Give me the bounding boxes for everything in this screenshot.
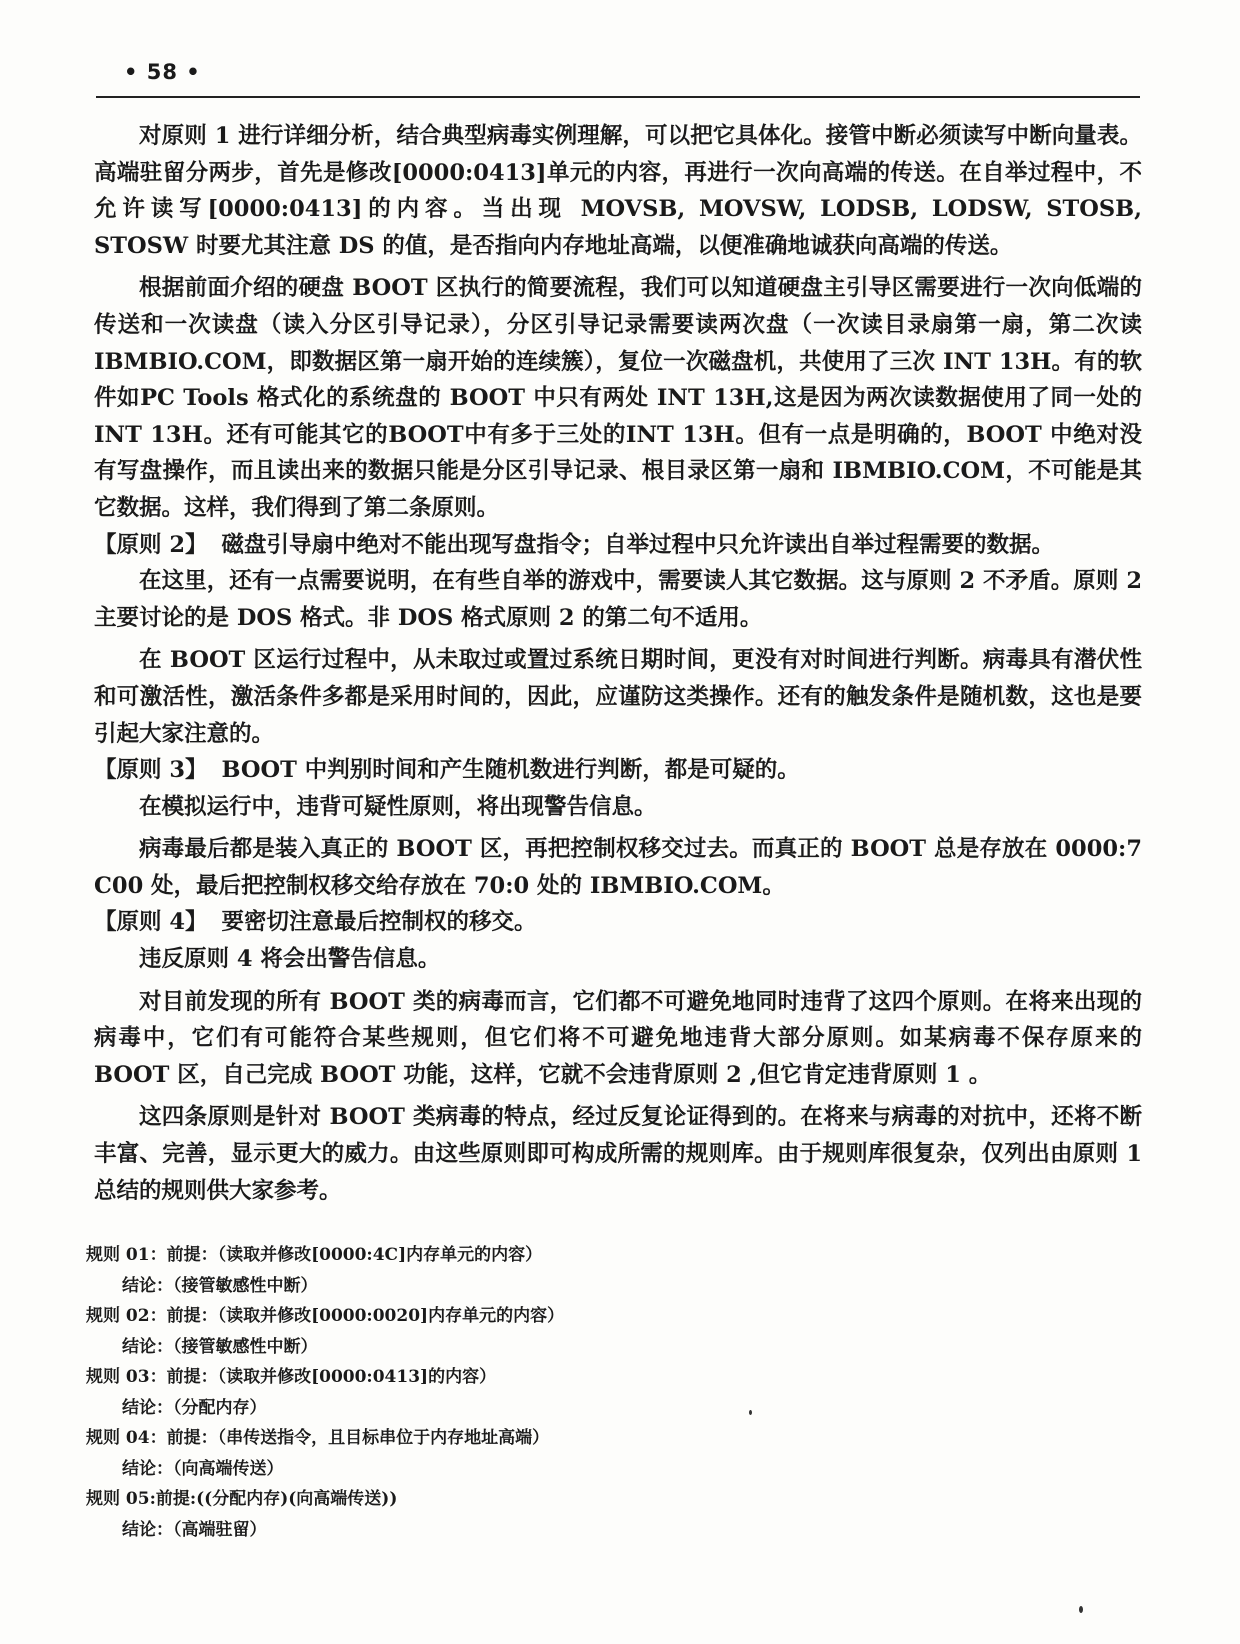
paragraph-3: 在这里，还有一点需要说明，在有些自举的游戏中，需要读人其它数据。这与原则 2 不矛盾。原则 2 主要讨论的是 DOS 格式。非 DOS 格式原则 2 的第二句不适用。 <box>94 568 1142 631</box>
rule-03-conclusion: 结论：（分配内存） <box>122 1397 267 1418</box>
scan-speck <box>749 1410 752 1415</box>
page-header <box>96 58 1140 102</box>
principle-4 <box>94 904 1142 941</box>
paragraph-8: 对目前发现的所有 BOOT 类的病毒而言，它们都不可避免地同时违背了这四个原则。在将来出现的病毒中，它们有可能符合某些规则，但它们将不可避免地违背大部分原则。如某病毒不保存原来的 BOOT 区，自己完成 BOOT 功能，这样，它就不会违背原则 2 ,但它肯定违背原则 1 。 <box>94 988 1142 1088</box>
paragraph-2: 根据前面介绍的硬盘 BOOT 区执行的简要流程，我们可以知道硬盘主引导区需要进行一次向低端的传送和一次读盘（读入分区引导记录），分区引导记录需要读两次盘（一次读目录扇第一扇，第二次读 IBMBIO.COM，即数据区第一扇开始的连续簇），复位一次磁盘机，共使用了三次 INT 13H。有的软件如PC Tools 格式化的系统盘的 BOOT 中只有两处 INT 13H,这是因为两次读数据使用了同一处的 INT 13H。还有可能其它的BOOT中有多于三处的INT 13H。但有一点是明确的，BOOT 中绝对没有写盘操作，而且读出来的数据只能是分区引导记录、根目录区第一扇和 IBMBIO.COM，不可能是其它数据。这样，我们得到了第二条原则。 <box>94 275 1142 521</box>
rule-05-conclusion: 结论：（高端驻留） <box>122 1519 267 1540</box>
rule-02-conclusion: 结论：（接管敏感性中断） <box>122 1336 318 1357</box>
rule-05-premise: 规则 05:前提:((分配内存)(向高端传送)) <box>86 1489 398 1509</box>
principle-3-text: BOOT 中判别时间和产生随机数进行判断，都是可疑的。 <box>221 757 800 784</box>
principle-3-tag: 【原则 3】 <box>94 757 208 784</box>
paragraph-5: 在模拟运行中，违背可疑性原则，将出现警告信息。 <box>139 793 657 820</box>
rule-04-premise: 规则 04：前提：（串传送指令，且目标串位于内存地址高端） <box>86 1428 550 1448</box>
principle-4-text: 要密切注意最后控制权的移交。 <box>221 909 537 936</box>
paragraph-6: 病毒最后都是装入真正的 BOOT 区，再把控制权移交过去。而真正的 BOOT 总是存放在 0000:7 C00 处，最后把控制权移交给存放在 70:0 处的 IBMBIO.COM。 <box>94 836 1142 899</box>
paragraph-7: 违反原则 4 将会出警告信息。 <box>139 946 441 973</box>
rule-04-conclusion: 结论：（向高端传送） <box>122 1458 284 1479</box>
principle-2-tag: 【原则 2】 <box>94 531 208 558</box>
paragraph-9: 这四条原则是针对 BOOT 类病毒的特点，经过反复论证得到的。在将来与病毒的对抗中，还将不断丰富、完善，显示更大的威力。由这些原则即可构成所需的规则库。由于规则库很复杂，仅列出由原则 1 总结的规则供大家参考。 <box>94 1104 1142 1204</box>
paragraph-1: 对原则 1 进行详细分析，结合典型病毒实例理解，可以把它具体化。接管中断必须读写中断向量表。高端驻留分两步，首先是修改[0000:0413]单元的内容，再进行一次向高端的传送。在自举过程中，不允许读写[0000:0413]的内容。当出现 MOVSB, MOVSW, LODSB, LODSW, STOSB, STOSW 时要尤其注意 DS 的值，是否指向内存地址高端，以便准确地诚获向高端的传送。 <box>94 123 1142 259</box>
rule-03-premise: 规则 03：前提：（读取并修改[0000:0413]的内容） <box>86 1367 497 1387</box>
rule-list <box>86 1240 1086 1545</box>
principle-2 <box>94 527 1142 564</box>
principle-3 <box>94 752 1142 789</box>
paragraph-4: 在 BOOT 区运行过程中，从未取过或置过系统日期时间，更没有对时间进行判断。病毒具有潜伏性和可激活性，激活条件多都是采用时间的，因此，应谨防这类操作。还有的触发条件是随机数，这也是要引起大家注意的。 <box>94 647 1142 747</box>
scan-speck <box>1079 1606 1083 1613</box>
rule-01-premise: 规则 01：前提：（读取并修改[0000:4C]内存单元的内容） <box>86 1245 543 1265</box>
rule-01-conclusion: 结论：（接管敏感性中断） <box>122 1275 318 1296</box>
header-rule <box>96 96 1140 98</box>
body-text <box>94 118 1142 1209</box>
principle-2-text: 磁盘引导扇中绝对不能出现写盘指令；自举过程中只允许读出自举过程需要的数据。 <box>221 531 1055 558</box>
page-number: • 58 • <box>124 60 201 84</box>
principle-4-tag: 【原则 4】 <box>94 909 208 936</box>
rule-02-premise: 规则 02：前提：（读取并修改[0000:0020]内存单元的内容） <box>86 1306 565 1326</box>
